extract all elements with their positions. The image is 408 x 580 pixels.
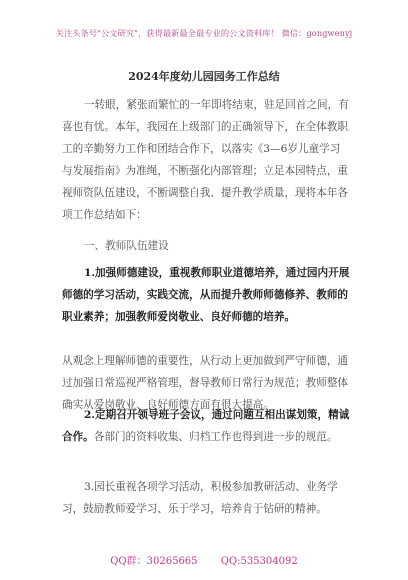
item-3-body: 3.园长重视各项学习活动，积极参加教研活动、业务学习，鼓励教师爱学习、乐于学习，培养肯于钻研的精神。	[62, 481, 338, 515]
item-1-lead: 1.加强师德建设，重视教师职业道德培养，通过园内开展师德的学习活动，实践交流，从而提升教师师德修养、教师的职业素养；加强教师爱岗敬业、良好师德的培养。	[62, 267, 350, 323]
item-3-paragraph	[62, 476, 350, 520]
document-title: 2024年度幼儿园园务工作总结	[128, 70, 280, 83]
intro-paragraph	[62, 94, 350, 226]
footer-qq-contact: QQ:535304092	[220, 556, 298, 567]
item-1-body: 从观念上理解师德的重要性，从行动上更加做到严守师德，通过加强日常巡视严格管理，督导教师日常行为规范；教师整体确实从爱岗敬业、良好师德方面有很大提高。	[62, 355, 349, 411]
item-1-paragraph	[62, 262, 350, 328]
item-2-paragraph	[62, 404, 350, 448]
item-2-lead: 2.定期召开领导班子会议，通过问题互相出谋划策，精诚合作。	[62, 409, 350, 443]
section-heading-teachers: 一、教师队伍建设	[84, 240, 169, 252]
header-promo-note: 关注头条号"公文研究"，获得最新最全最专业的公文资料库！ 微信：gongwenyj	[55, 28, 353, 38]
item-2-body: 各部门的资料收集、归档工作也得到进一步的规范。	[93, 431, 338, 443]
footer-contact	[0, 552, 408, 567]
intro-text: 一转眼，紧张而繁忙的一年即将结束，驻足回首之间，有喜也有忧。本年，我园在上级部门的正确领导下，在全体教职工的辛勤努力工作和团结合作下，以落实《3—6岁儿童学习与发展指南》为准绳，不断强化内部管理；立足本园特点，重视师资队伍建设，不断调整自我、提升教学质量，现将本年各项工作总结如下：	[62, 99, 349, 221]
footer-qq-group: QQ群：30265665	[110, 556, 198, 567]
